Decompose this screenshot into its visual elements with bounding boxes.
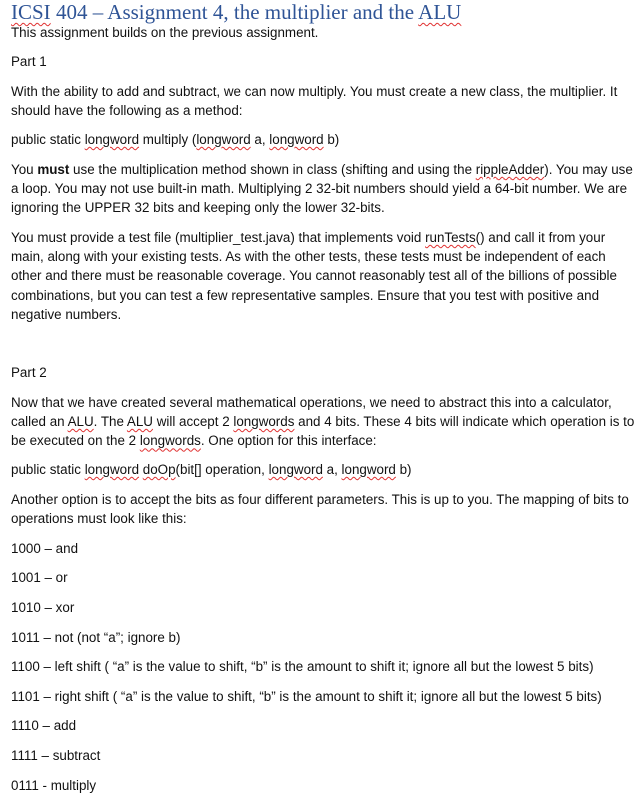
signature-type: longword — [84, 462, 140, 477]
signature-text: a, — [322, 462, 342, 477]
part1-paragraph-3 — [11, 160, 636, 218]
signature-text: (bit[] operation, — [175, 462, 269, 477]
p3-identifier: rippleAdder — [475, 162, 545, 177]
signature-identifier: doOp — [142, 462, 176, 477]
p1-text: and 4 bits. These 4 bits will indicate which operation is to be executed on the 2 — [11, 414, 635, 449]
p4-text: You must provide a test file (multiplier_test.java) that implements void — [11, 230, 426, 245]
part2-paragraph-3: Another option is to accept the bits as four different parameters. This is up to you. The mapping of bits to operations must look like this: — [11, 492, 629, 527]
part1-method-signature — [11, 130, 636, 149]
p3-text: You — [11, 162, 38, 177]
op-item: 1111 – subtract — [11, 748, 101, 763]
signature-text: b) — [395, 462, 412, 477]
op-item: 1000 – and — [11, 541, 79, 556]
p1-text: . The — [93, 414, 127, 430]
op-item: 1101 – right shift ( “a” is the value to shift, “b” is the amount to shift it; ignore all but the lowest 5 bits) — [11, 689, 602, 704]
p1-identifier: ALU — [67, 414, 94, 430]
document-title — [11, 0, 461, 24]
part1-paragraph-4 — [11, 228, 636, 324]
part1-paragraph-1: With the ability to add and subtract, we can now multiply. You must create a new class, the multiplier. It should have the following as a method: — [11, 84, 618, 119]
op-item: 1010 – xor — [11, 600, 75, 615]
p1-text: . One option for this interface: — [200, 433, 377, 449]
signature-text: public static — [11, 462, 85, 477]
p1-identifier: longwords — [139, 433, 201, 449]
p4-identifier: runTests — [425, 230, 476, 245]
op-item: 1100 – left shift ( “a” is the value to shift, “b” is the amount to shift it; ignore all but the lowest 5 bits) — [11, 659, 594, 674]
signature-type: longword — [84, 132, 140, 147]
signature-type: longword — [268, 462, 323, 477]
part2-paragraph-1 — [11, 393, 636, 451]
p1-identifier: ALU — [126, 414, 153, 430]
p1-identifier: longwords — [233, 414, 295, 430]
signature-type: longword — [341, 462, 396, 477]
op-item: 1110 – add — [11, 718, 77, 733]
p4-text: () and call it from your main, along with your existing tests. As with the other tests, these tests must be independent of each other and there must be reasonable coverage. You cannot reasonably test all of the billions of possible combinations, but you can test a few representative samples. Ensure that you test with positive and negative numbers. — [11, 230, 617, 322]
signature-text: b) — [323, 132, 340, 147]
op-item: 1011 – not (not “a”; ignore b) — [11, 630, 181, 645]
p3-text: ). You may use a loop. You may not use built-in math. Multiplying 2 32-bit numbers should yield a 64-bit number. We are ignoring the UPPER 32 bits and keeping only the lower 32-bits. — [11, 162, 633, 216]
p3-text: use the multiplication method shown in class (shifting and using the — [69, 162, 476, 177]
signature-type: longword — [269, 132, 324, 147]
title-text: 404 – Assignment 4, the multiplier and the — [50, 0, 419, 24]
p1-text: Now that we have created several mathematical operations, we need to abstract this into a calculator, called an — [11, 395, 612, 430]
signature-type: longword — [196, 132, 251, 147]
p1-text: will accept 2 — [152, 414, 234, 430]
part2-heading: Part 2 — [11, 365, 47, 380]
title-course-code: ICSI — [11, 0, 51, 24]
op-item: 0111 - multiply — [11, 778, 97, 793]
part1-heading: Part 1 — [11, 54, 47, 69]
signature-text: a, — [250, 132, 270, 147]
p3-emphasis: must — [37, 162, 70, 177]
intro-paragraph: This assignment builds on the previous assignment. — [11, 25, 319, 40]
part2-method-signature — [11, 460, 636, 479]
signature-text: multiply ( — [139, 132, 197, 147]
signature-text: public static — [11, 132, 85, 147]
title-alu: ALU — [418, 0, 462, 24]
op-item: 1001 – or — [11, 570, 68, 585]
